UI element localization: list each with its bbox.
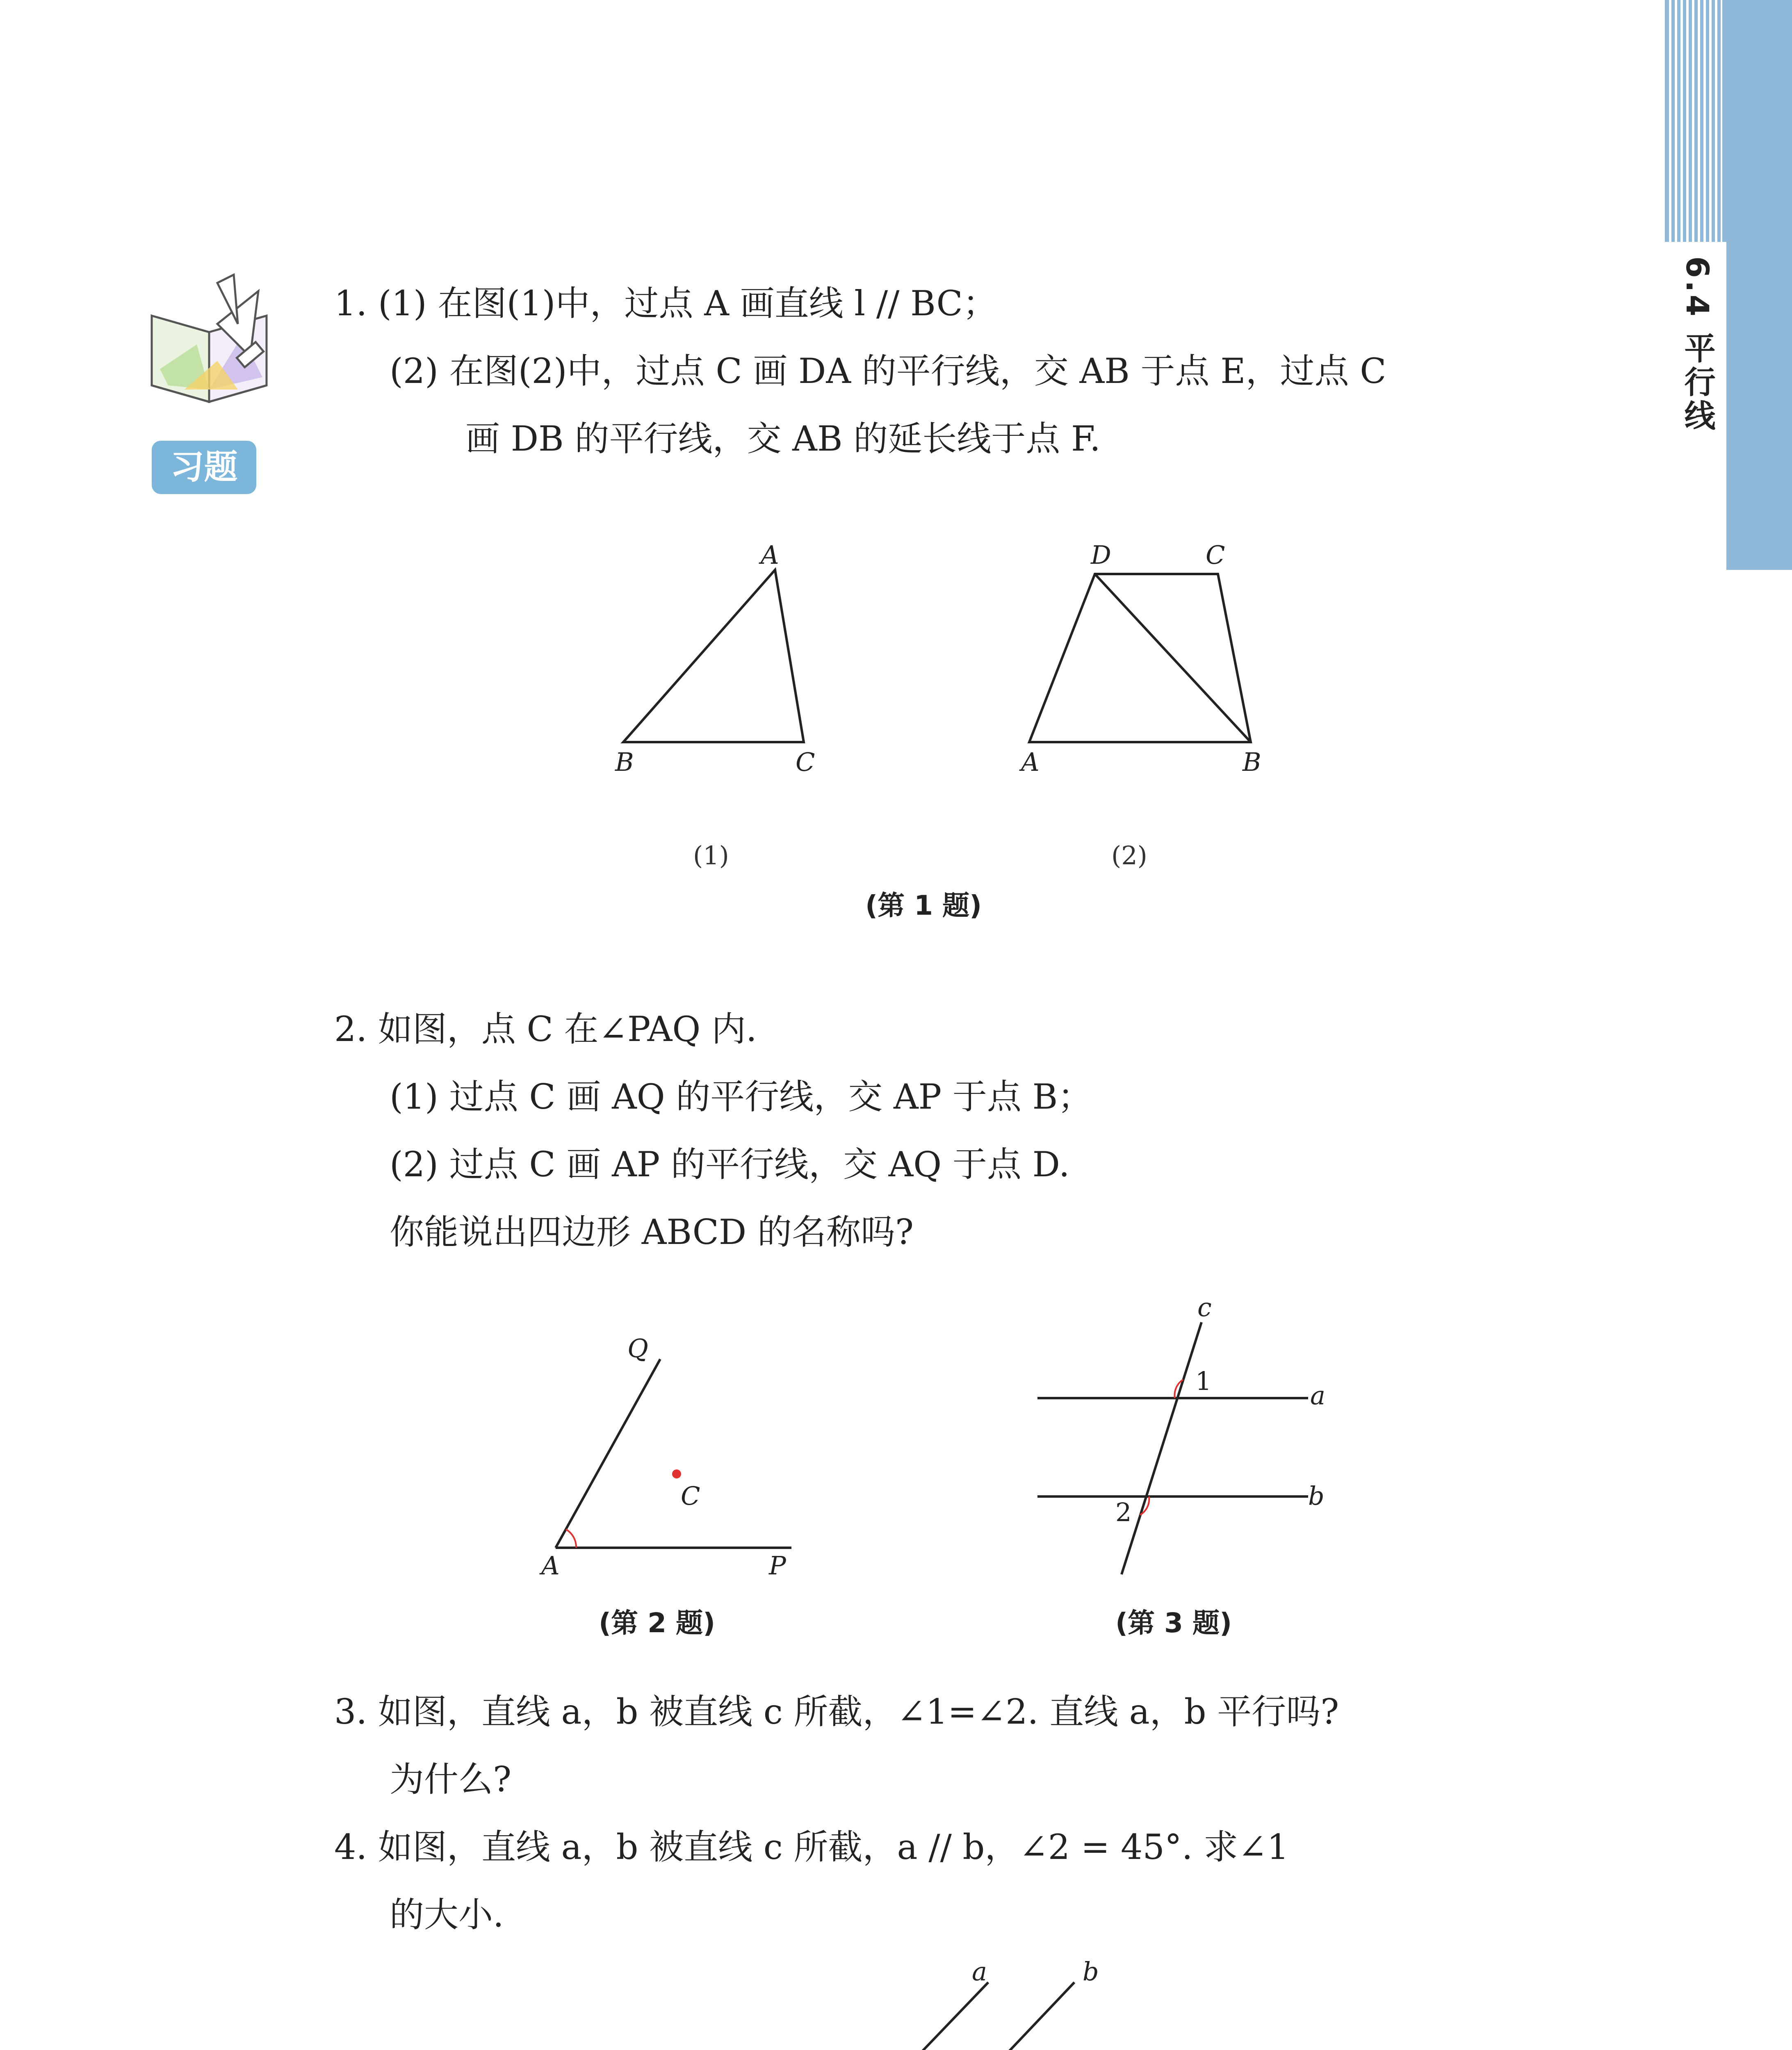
quad-label-A: A (1021, 747, 1040, 777)
open-book-icon (135, 266, 283, 414)
problem-4-line-1: 4. 如图，直线 a，b 被直线 c 所截，a // b，∠2 = 45°. 求∠1 (334, 1827, 1289, 1867)
fig2-label-A: A (541, 1551, 560, 1581)
tri-label-C: C (796, 747, 815, 777)
figure-3 (1017, 1292, 1366, 1605)
fig3-label-c: c (1197, 1292, 1212, 1322)
fig2-label-P: P (769, 1551, 786, 1581)
quad-label-B: B (1243, 747, 1261, 777)
exercise-badge: 习题 (152, 441, 256, 494)
figure-1-sub-2: (2) (1111, 840, 1147, 870)
problem-2-line-3: (2) 过点 C 画 AP 的平行线，交 AQ 于点 D. (390, 1144, 1070, 1184)
problem-2-line-2: (1) 过点 C 画 AQ 的平行线，交 AP 于点 B； (390, 1077, 1092, 1117)
figure-3-caption: (第 3 题) (1115, 1607, 1232, 1639)
figure-1-quadrilateral (1009, 529, 1296, 785)
fig4-label-a: a (972, 1957, 987, 1986)
problem-1-line-1: 1. (1) 在图(1)中，过点 A 画直线 l // BC； (334, 283, 997, 323)
point-C (672, 1469, 681, 1478)
fig2-label-Q: Q (627, 1333, 648, 1363)
quad-label-C: C (1206, 540, 1225, 570)
problem-3-line-1: 3. 如图，直线 a，b 被直线 c 所截，∠1=∠2. 直线 a，b 平行吗? (334, 1692, 1339, 1732)
figure-4 (763, 1957, 1132, 2050)
figure-1-sub-1: (1) (693, 840, 729, 870)
problem-1-line-3: 画 DB 的平行线，交 AB 的延长线于点 F. (465, 419, 1101, 459)
fig4-label-b: b (1083, 1957, 1099, 1986)
problem-4-line-2: 的大小. (390, 1895, 504, 1935)
side-tab-stripes (1669, 0, 1722, 242)
problem-2-line-1: 2. 如图，点 C 在∠PAQ 内. (334, 1009, 757, 1049)
fig2-label-C: C (681, 1481, 700, 1511)
figure-2-caption: (第 2 题) (599, 1607, 716, 1639)
tri-label-B: B (615, 747, 634, 777)
figure-2 (533, 1332, 828, 1588)
fig3-label-a: a (1310, 1380, 1325, 1410)
figure-1-triangle (599, 529, 853, 785)
fig3-angle-2: 2 (1115, 1497, 1132, 1527)
section-label: 6.4 平行线 (1679, 256, 1716, 433)
angle-A-mark (566, 1529, 576, 1548)
fig3-angle-1: 1 (1195, 1366, 1212, 1396)
tri-label-A: A (761, 540, 779, 570)
quad-label-D: D (1091, 540, 1111, 570)
figure-1-caption: (第 1 题) (865, 890, 982, 921)
fig3-label-b: b (1308, 1481, 1325, 1511)
problem-3-line-2: 为什么? (390, 1759, 512, 1799)
problem-1-line-2: (2) 在图(2)中，过点 C 画 DA 的平行线，交 AB 于点 E，过点 C (390, 351, 1386, 391)
problem-2-line-4: 你能说出四边形 ABCD 的名称吗? (390, 1212, 914, 1252)
